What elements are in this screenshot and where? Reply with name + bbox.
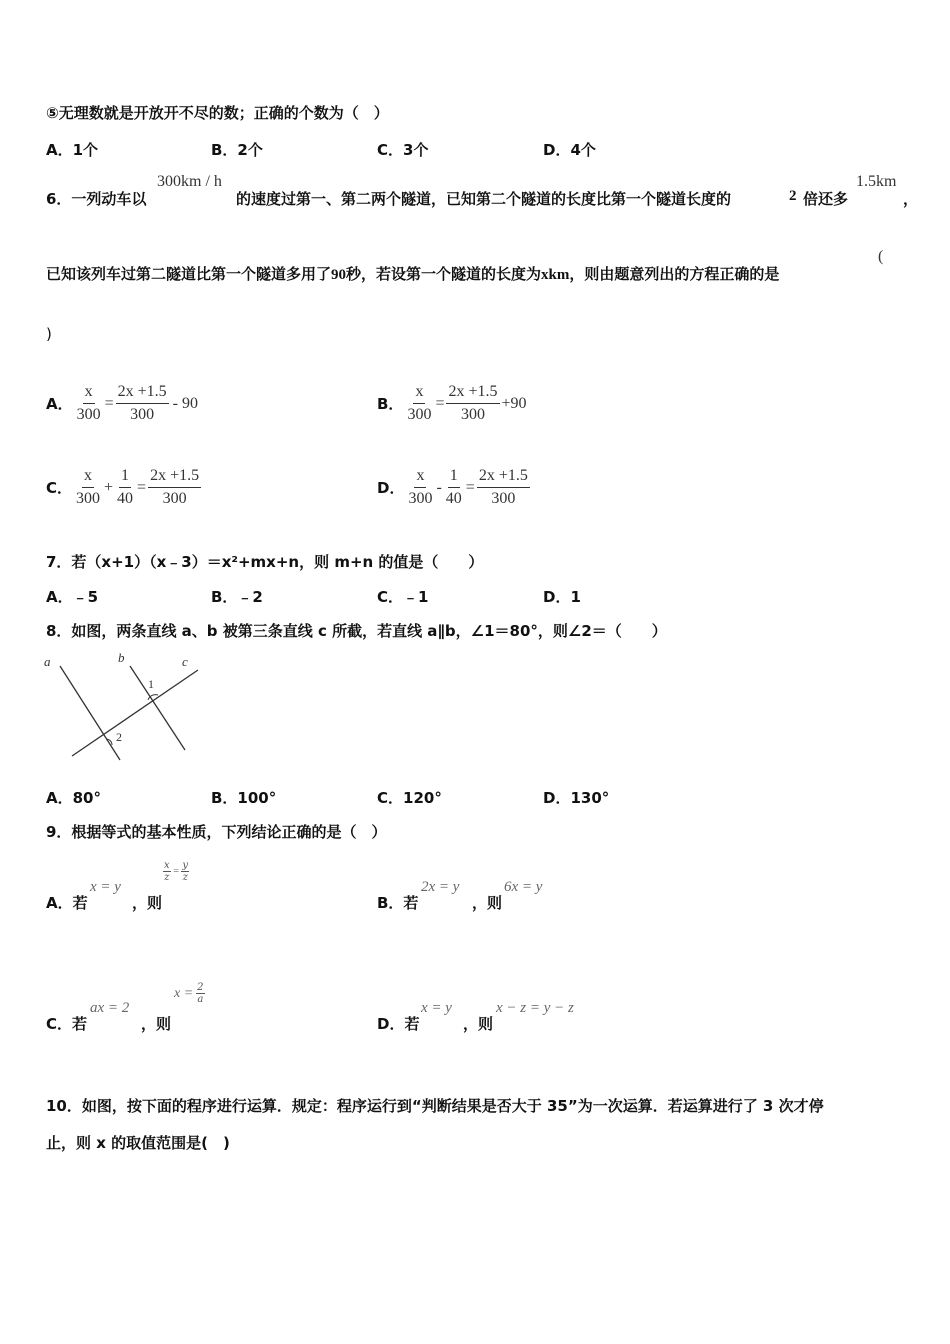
q6-number-2: 2 <box>789 188 797 204</box>
fraction: $\frac{x}{300}$ <box>407 383 432 423</box>
q9-option-d-cond: x = y <box>421 1000 452 1016</box>
label-angle-1: 1 <box>148 677 154 691</box>
q9-option-c-result: x = $\frac{2}{a}$ <box>174 982 204 1005</box>
q5-option-d[interactable]: D．4个 <box>543 141 596 159</box>
q9-text: 9．根据等式的基本性质，下列结论正确的是（ ） <box>46 823 387 841</box>
fraction: $\frac{2x +1.5}{300}$ <box>448 383 498 423</box>
q8-option-b[interactable]: B．100° <box>211 789 277 807</box>
q7-option-b[interactable]: B．﹣2 <box>211 588 263 606</box>
q6-option-d[interactable]: D． $\frac{x}{300}$ - $\frac{1}{40}$ = $\frac{2x +1.5}{300}$ <box>377 465 532 510</box>
q8-option-d[interactable]: D．130° <box>543 789 610 807</box>
q9-option-c-cond: ax = 2 <box>90 1000 130 1016</box>
q6-stem-part3: 倍还多 <box>803 190 849 208</box>
q6-stem-part2: 的速度过第一、第二两个隧道，已知第二个隧道的长度比第一个隧道长度的 <box>236 190 732 208</box>
q9-option-b-then: ，则 <box>472 894 503 912</box>
label-b: b <box>118 650 125 665</box>
q7-option-a[interactable]: A．﹣5 <box>46 588 99 606</box>
q9-option-a-cond: x = y <box>90 879 121 895</box>
label-angle-2: 2 <box>116 730 122 744</box>
q6-paren-open: ( <box>878 248 884 265</box>
q10-text-line1: 10．如图，按下面的程序进行运算．规定：程序运行到“判断结果是否大于 35”为一次运算．若运算进行了 3 次才停 <box>46 1097 824 1115</box>
q9-option-a-label[interactable]: A．若 <box>46 894 88 912</box>
q9-option-d-label[interactable]: D．若 <box>377 1015 420 1033</box>
q9-option-c-then: ，则 <box>141 1015 172 1033</box>
line-b <box>130 666 185 750</box>
q5-option-c[interactable]: C．3个 <box>377 141 429 159</box>
label-a: a <box>44 654 51 669</box>
fraction: $\frac{1}{40}$ <box>445 467 462 507</box>
label-c: c <box>182 654 188 669</box>
q9-option-b-result: 6x = y <box>504 879 543 895</box>
line-c <box>72 670 198 756</box>
q7-option-c[interactable]: C．﹣1 <box>377 588 429 606</box>
q5-option-a[interactable]: A．1个 <box>46 141 99 159</box>
q9-option-d-result: x − z = y − z <box>496 1000 574 1016</box>
q7-option-d[interactable]: D．1 <box>543 588 581 606</box>
fraction: $\frac{1}{40}$ <box>117 467 134 507</box>
fraction: $\frac{2x +1.5}{300}$ <box>478 467 528 507</box>
q6-distance: 1.5km <box>856 173 897 190</box>
q6-option-b[interactable]: B． $\frac{x}{300}$ = $\frac{2x +1.5}{300}$ +90 <box>377 381 527 426</box>
q10-text-line2: 止，则 x 的取值范围是( ) <box>46 1134 230 1152</box>
q8-text: 8．如图，两条直线 a、b 被第三条直线 c 所截，若直线 a∥b，∠1＝80°，则∠2＝（ ） <box>46 622 667 640</box>
line-a <box>60 666 120 760</box>
q6-paren-close: ) <box>46 325 52 343</box>
fraction: $\frac{x}{300}$ <box>76 383 101 423</box>
fraction: $\frac{2x +1.5}{300}$ <box>150 467 200 507</box>
q9-option-b-label[interactable]: B．若 <box>377 894 419 912</box>
q6-speed: 300km / h <box>157 173 222 190</box>
q9-option-d-then: ，则 <box>463 1015 494 1033</box>
q9-option-a-result: $\frac{x}{z}$ = $\frac{y}{z}$ <box>164 860 189 883</box>
q6-option-a[interactable]: A． $\frac{x}{300}$ = $\frac{2x +1.5}{300}$ - 90 <box>46 381 198 426</box>
q5-option-b[interactable]: B．2个 <box>211 141 263 159</box>
q6-stem-part1: 6．一列动车以 <box>46 190 147 208</box>
fraction: $\frac{x}{300}$ <box>76 467 101 507</box>
parallel-lines-figure <box>40 648 210 766</box>
q6-comma: ， <box>903 190 919 208</box>
q8-option-c[interactable]: C．120° <box>377 789 442 807</box>
q9-option-a-then: ，则 <box>132 894 163 912</box>
q9-option-c-label[interactable]: C．若 <box>46 1015 88 1033</box>
q6-option-c[interactable]: C． $\frac{x}{300}$ + $\frac{1}{40}$ = $\frac{2x +1.5}{300}$ <box>46 465 203 510</box>
q5-text: ⑤无理数就是开放开不尽的数；正确的个数为（ ） <box>46 104 389 122</box>
fraction: $\frac{x}{300}$ <box>408 467 433 507</box>
q9-option-b-cond: 2x = y <box>421 879 460 895</box>
q8-option-a[interactable]: A．80° <box>46 789 101 807</box>
q7-text: 7．若（x+1）（x﹣3）＝x²+mx+n，则 m+n 的值是（ ） <box>46 553 484 571</box>
q6-line2: 已知该列车过第二隧道比第一个隧道多用了90秒，若设第一个隧道的长度为xkm，则由题意列出的方程正确的是 <box>46 265 780 283</box>
fraction: $\frac{2x +1.5}{300}$ <box>117 383 167 423</box>
